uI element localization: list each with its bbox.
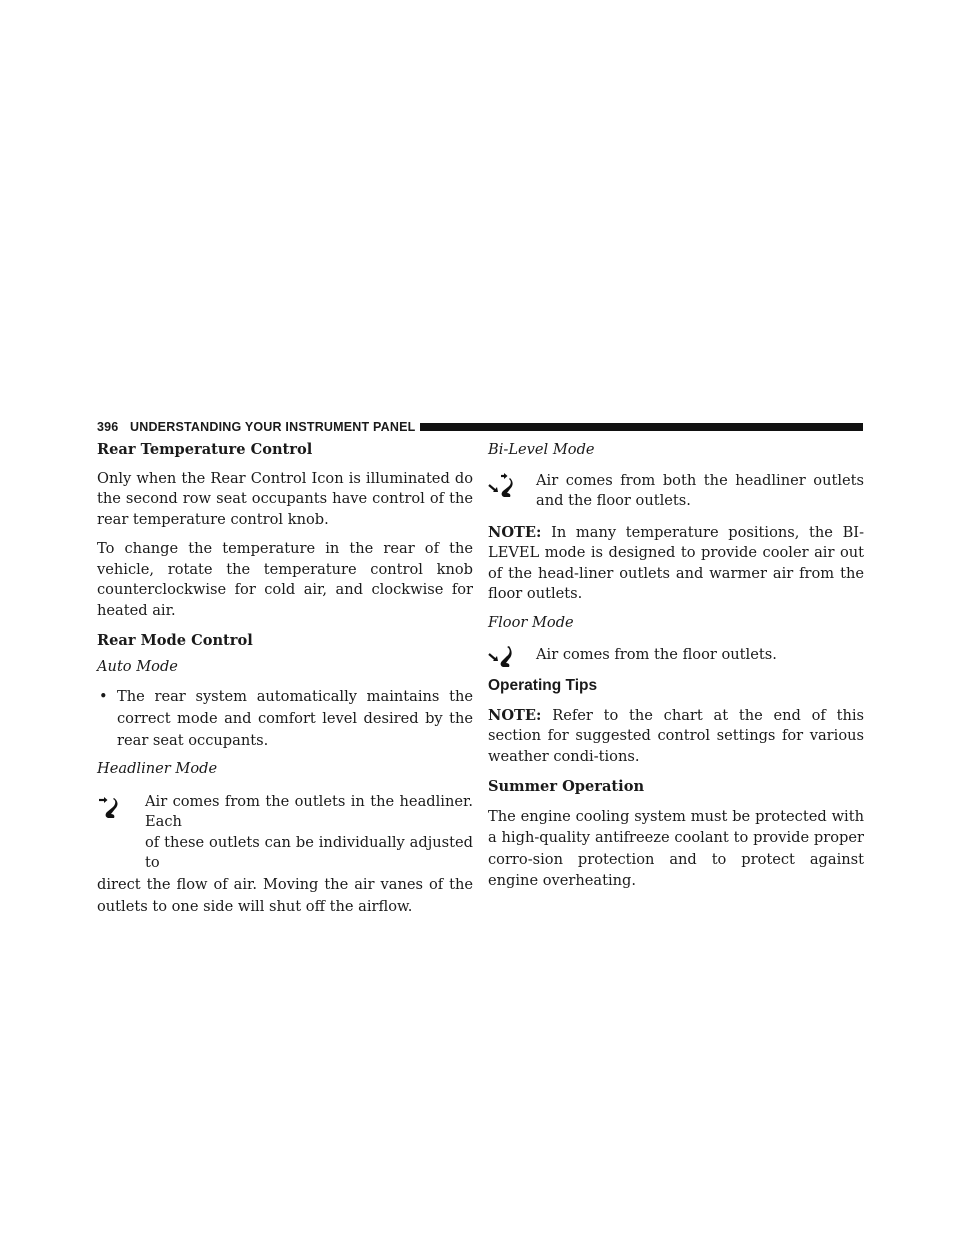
summer-operation-text: The engine cooling system must be protected with a high-quality antifreeze coolant to provide proper corro-sion protection and to protect against engine overheating.	[488, 807, 864, 889]
floor-mode-icon	[488, 644, 514, 670]
auto-mode-bullet	[97, 686, 473, 752]
header-rule	[420, 423, 863, 431]
summer-operation-heading: Summer Operation	[488, 778, 645, 795]
rear-temperature-paragraph-1: Only when the Rear Control Icon is illuminated do the second row seat occupants have control of the rear temperature control knob.	[97, 469, 473, 528]
bullet-marker: •	[99, 688, 108, 705]
bi-level-mode-text: Air comes from both the headliner outlets and the floor outlets.	[536, 471, 864, 509]
auto-mode-bullet-text: The rear system automatically maintains the correct mode and comfort level desired by the rear seat occupants.	[117, 688, 473, 749]
headliner-mode-icon	[97, 794, 123, 820]
headliner-mode-heading: Headliner Mode	[97, 760, 218, 777]
note-bi-level-text: In many temperature positions, the BI-LEVEL mode is designed to provide cooler air out of the head-liner outlets and warmer air from the floor outlets.	[488, 523, 864, 602]
operating-tips-heading: Operating Tips	[488, 677, 598, 694]
auto-mode-heading: Auto Mode	[97, 657, 178, 675]
note-label: NOTE:	[488, 523, 542, 541]
floor-mode-block	[488, 642, 864, 668]
note-operating-tips-text: Refer to the chart at the end of this section for suggested control settings for various weather condi-tions.	[488, 706, 864, 765]
rear-temperature-heading: Rear Temperature Control	[97, 441, 313, 458]
page-header	[97, 419, 863, 435]
headliner-mode-block	[97, 792, 473, 918]
bi-level-mode-block	[488, 471, 864, 513]
rear-mode-heading: Rear Mode Control	[97, 632, 253, 649]
section-title: UNDERSTANDING YOUR INSTRUMENT PANEL	[130, 420, 416, 434]
right-column	[488, 440, 864, 892]
headliner-line-2: of these outlets can be individually adjusted to	[145, 833, 473, 871]
rear-temperature-paragraph-2: To change the temperature in the rear of the vehicle, rotate the temperature control knob counterclockwise for cold air, and clockwise for heated air.	[97, 540, 473, 619]
headliner-line-1: Air comes from the outlets in the headliner. Each	[145, 792, 473, 830]
bi-level-mode-icon	[488, 473, 514, 499]
headliner-rest: direct the flow of air. Moving the air vanes of the outlets to one side will shut off the airflow.	[97, 875, 473, 915]
bi-level-mode-heading: Bi-Level Mode	[488, 441, 595, 458]
floor-mode-heading: Floor Mode	[488, 613, 574, 631]
left-column	[97, 440, 473, 918]
page-number: 396	[97, 420, 119, 434]
note-operating-tips	[488, 706, 864, 768]
note-label: NOTE:	[488, 706, 542, 724]
floor-mode-text: Air comes from the floor outlets.	[536, 646, 777, 663]
note-bi-level	[488, 523, 864, 605]
